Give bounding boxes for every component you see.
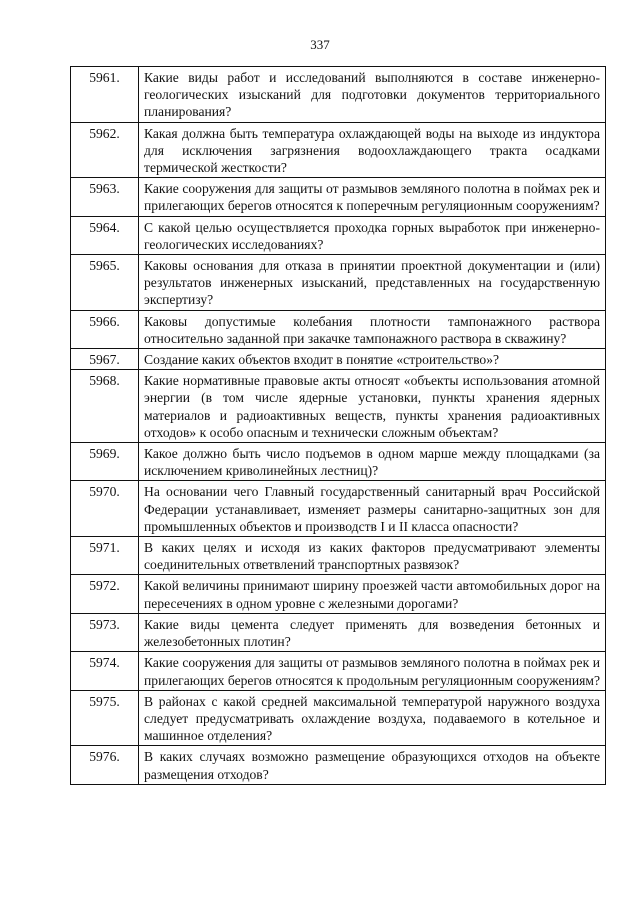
question-text: Какие виды работ и исследований выполняются в составе инженерно-геологических изысканий для подготовки документов территориального планирования? [139, 67, 606, 123]
question-text: Какое должно быть число подъемов в одном марше между площадками (за исключением криволинейных лестниц)? [139, 443, 606, 481]
question-text: Каковы допустимые колебания плотности тампонажного раствора относительно заданной при закачке тампонажного раствора в скважину? [139, 310, 606, 348]
question-number: 5971. [71, 537, 139, 575]
table-row [71, 178, 606, 216]
question-number: 5975. [71, 690, 139, 746]
question-text: С какой целью осуществляется проходка горных выработок при инженерно-геологических исследованиях? [139, 216, 606, 254]
question-number: 5974. [71, 652, 139, 690]
question-text: Какой величины принимают ширину проезжей части автомобильных дорог на пересечениях в одном уровне с железными дорогами? [139, 575, 606, 613]
table-row [71, 370, 606, 443]
question-text: На основании чего Главный государственный санитарный врач Российской Федерации устанавливает, изменяет размеры санитарно-защитных зон для промышленных объектов и производств I и II класса опасности? [139, 481, 606, 537]
question-text: Какие виды цемента следует применять для возведения бетонных и железобетонных плотин? [139, 613, 606, 651]
question-number: 5969. [71, 443, 139, 481]
table-row [71, 481, 606, 537]
question-number: 5973. [71, 613, 139, 651]
table-row [71, 613, 606, 651]
question-text: В каких случаях возможно размещение образующихся отходов на объекте размещения отходов? [139, 746, 606, 784]
question-text: Создание каких объектов входит в понятие «строительство»? [139, 349, 606, 370]
question-text: Какие сооружения для защиты от размывов земляного полотна в поймах рек и прилегающих берегов относятся к продольным регуляционным сооружениям? [139, 652, 606, 690]
question-text: В каких целях и исходя из каких факторов предусматривают элементы соединительных ответвлений транспортных развязок? [139, 537, 606, 575]
question-number: 5964. [71, 216, 139, 254]
table-row [71, 443, 606, 481]
table-row [71, 349, 606, 370]
question-text: Какие сооружения для защиты от размывов земляного полотна в поймах рек и прилегающих берегов относятся к поперечным регуляционным сооружениям? [139, 178, 606, 216]
table-row [71, 746, 606, 784]
table-row [71, 537, 606, 575]
question-number: 5962. [71, 122, 139, 178]
table-row [71, 690, 606, 746]
question-text: Каковы основания для отказа в принятии проектной документации и (или) результатов инженерных изысканий, представленных на государственную экспертизу? [139, 255, 606, 311]
question-text: Какие нормативные правовые акты относят «объекты использования атомной энергии (в том числе ядерные установки, пункты хранения ядерных материалов и радиоактивных веществ, пункты хранения радиоактивных отходов» к особо опасным и технически сложным объектам? [139, 370, 606, 443]
question-number: 5976. [71, 746, 139, 784]
table-row [71, 122, 606, 178]
question-number: 5967. [71, 349, 139, 370]
table-row [71, 575, 606, 613]
table-row [71, 67, 606, 123]
questions-table [70, 66, 606, 785]
question-number: 5966. [71, 310, 139, 348]
question-text: В районах с какой средней максимальной температурой наружного воздуха следует предусматривать охлаждение воздуха, подаваемого в котельное и машинное отделения? [139, 690, 606, 746]
question-number: 5961. [71, 67, 139, 123]
question-number: 5970. [71, 481, 139, 537]
question-number: 5972. [71, 575, 139, 613]
question-number: 5968. [71, 370, 139, 443]
page-number: 337 [310, 37, 330, 52]
table-row [71, 255, 606, 311]
table-row [71, 310, 606, 348]
table-row [71, 652, 606, 690]
question-number: 5963. [71, 178, 139, 216]
question-number: 5965. [71, 255, 139, 311]
question-text: Какая должна быть температура охлаждающей воды на выходе из индуктора для исключения загрязнения водоохлаждающего тракта осадками термической жесткости? [139, 122, 606, 178]
table-row [71, 216, 606, 254]
